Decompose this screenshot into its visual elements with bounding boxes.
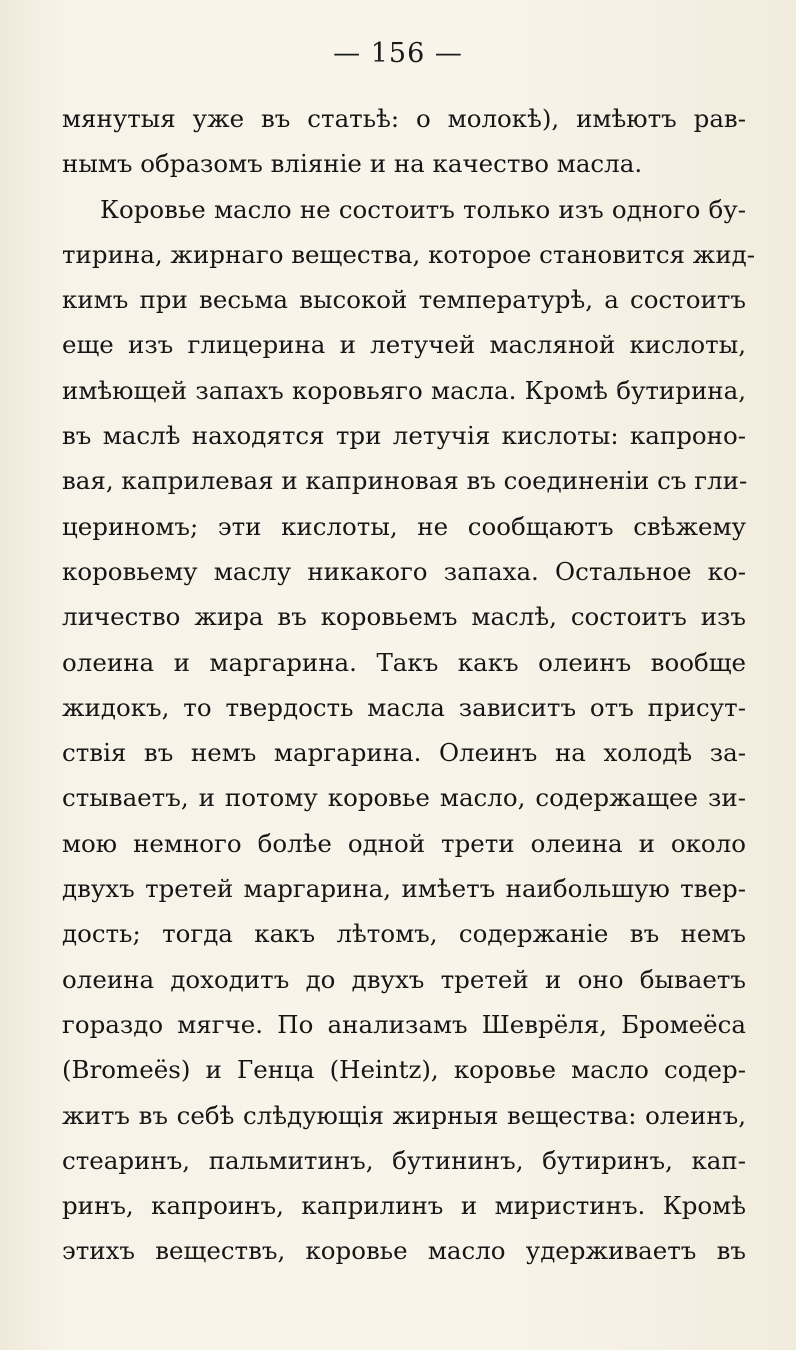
text-line: цериномъ; эти кислоты, не сообщаютъ свѣжему <box>62 511 746 541</box>
text-line: въ маслѣ находятся три летучія кислоты: капроно- <box>62 421 746 451</box>
text-line: Коровье масло не состоитъ только изъ одного бу- <box>100 194 746 224</box>
text-line: олеина доходитъ до двухъ третей и оно бываетъ <box>62 964 746 994</box>
paragraph-continuation <box>62 96 746 187</box>
text-line: нымъ образомъ вліяніе и на качество масла. <box>62 149 643 179</box>
text-line: (Bromeës) и Генца (Heintz), коровье масло содер- <box>62 1055 746 1085</box>
text-line: дость; тогда какъ лѣтомъ, содержаніе въ немъ <box>62 919 746 949</box>
text-line: коровьему маслу никакого запаха. Остальное ко- <box>62 556 746 586</box>
text-line: житъ въ себѣ слѣдующія жирныя вещества: олеинъ, <box>62 1100 746 1130</box>
body-text <box>62 96 756 1274</box>
text-line: имѣющей запахъ коровьяго масла. Кромѣ бутирина, <box>62 375 746 405</box>
text-line: гораздо мягче. По анализамъ Шеврёля, Бромеëса <box>62 1009 746 1039</box>
text-line: тирина, жирнаго вещества, которое становится жид- <box>62 239 756 269</box>
text-line: кимъ при весьма высокой температурѣ, а состоитъ <box>62 285 746 315</box>
page-number: — 156 — <box>333 38 463 69</box>
text-line: олеина и маргарина. Такъ какъ олеинъ вообще <box>62 647 746 677</box>
paragraph-butter-composition <box>62 187 756 1274</box>
text-line: мою немного болѣе одной трети олеина и около <box>62 828 746 858</box>
text-line: этихъ веществъ, коровье масло удерживаетъ въ <box>62 1236 746 1266</box>
text-line: ринъ, капроинъ, каприлинъ и миристинъ. Кромѣ <box>62 1191 746 1221</box>
text-line: стываетъ, и потому коровье масло, содержащее зи- <box>62 783 746 813</box>
text-line: жидокъ, то твердость масла зависитъ отъ присут- <box>62 692 746 722</box>
text-line: двухъ третей маргарина, имѣетъ наибольшую твер- <box>62 874 746 904</box>
text-line: мянутыя уже въ статьѣ: о молокѣ), имѣютъ рав- <box>62 104 746 133</box>
text-line: личество жира въ коровьемъ маслѣ, состоитъ изъ <box>62 602 746 632</box>
text-line: ствія въ немъ маргарина. Олеинъ на холодѣ за- <box>62 738 746 768</box>
text-line: еще изъ глицерина и летучей масляной кислоты, <box>62 330 746 360</box>
text-line: вая, каприлевая и каприновая въ соединеніи съ гли- <box>62 466 748 496</box>
text-line: стеаринъ, пальмитинъ, бутининъ, бутиринъ, кап- <box>62 1145 746 1175</box>
